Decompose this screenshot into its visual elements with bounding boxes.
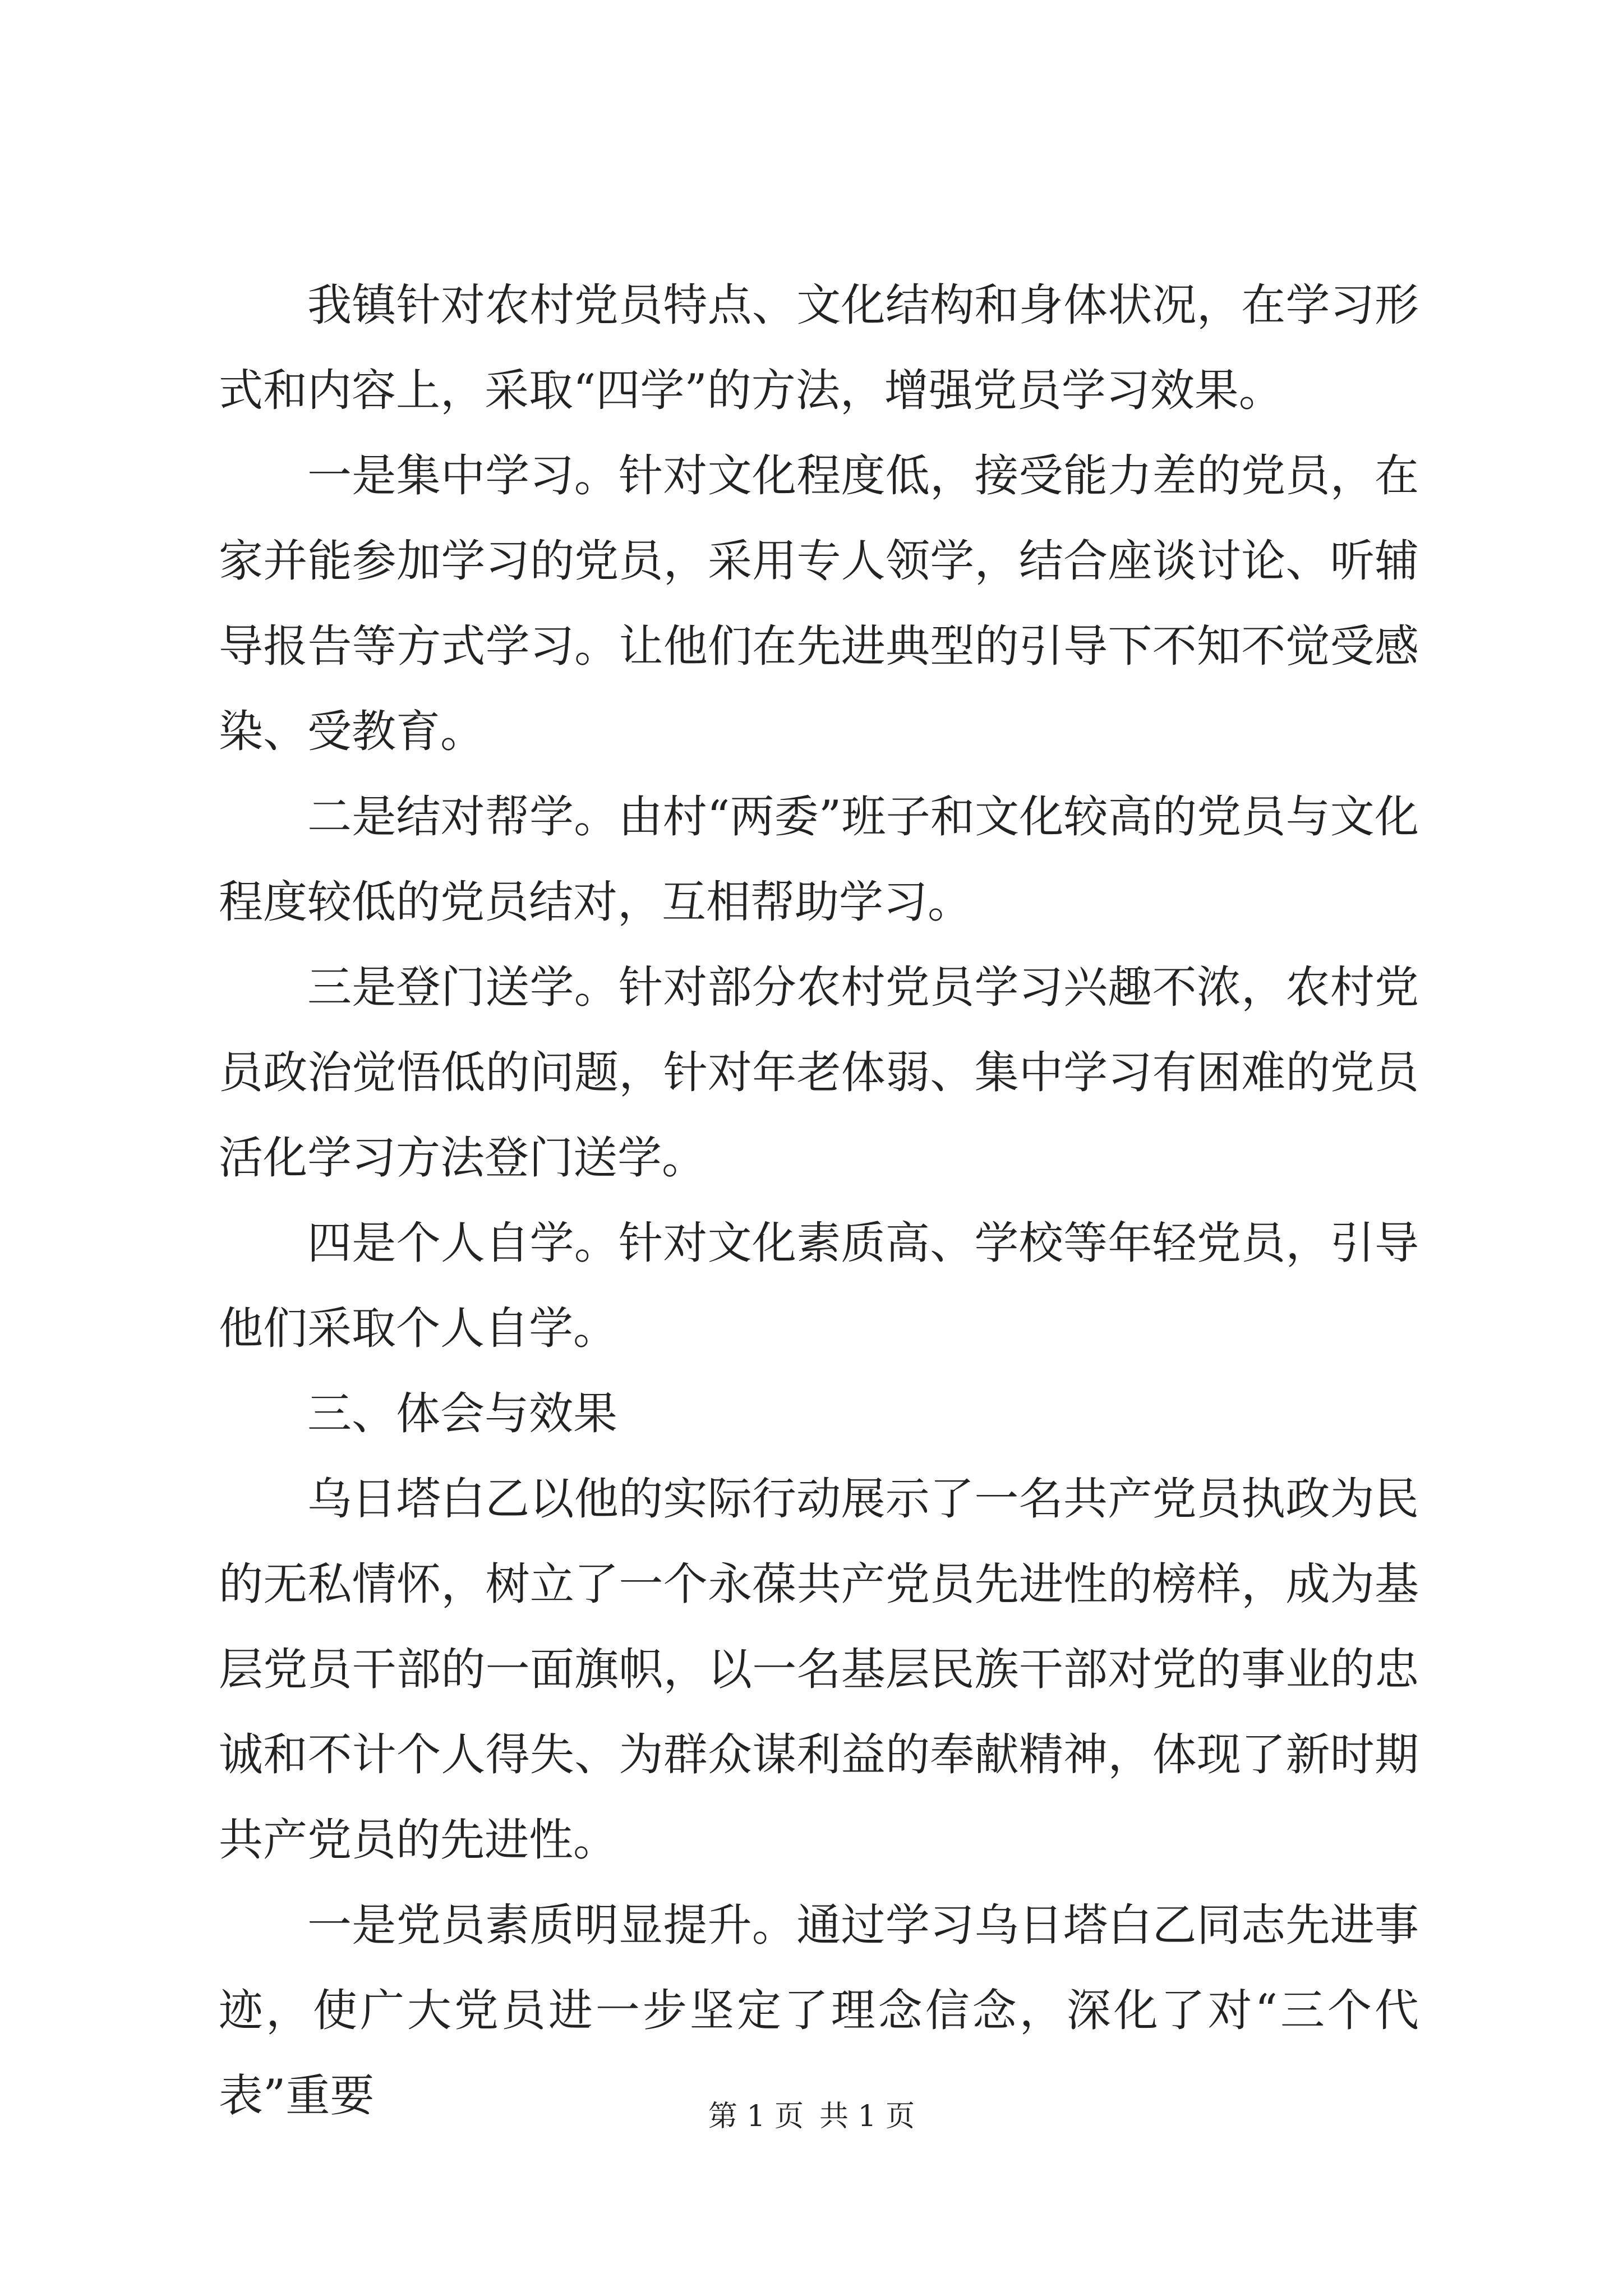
paragraph-intro: 我镇针对农村党员特点、文化结构和身体状况，在学习形式和内容上，采取“四学”的方法，增强党员学习效果。 [219, 279, 1419, 416]
paragraph-home-delivery-study: 三是登门送学。针对部分农村党员学习兴趣不浓，农村党员政治觉悟低的问题，针对年老体弱、集中学习有困难的党员活化学习方法登门送学。 [219, 961, 1419, 1184]
paragraph-self-study: 四是个人自学。针对文化素质高、学校等年轻党员，引导他们采取个人自学。 [219, 1217, 1419, 1354]
section-heading: 三、体会与效果 [307, 1388, 617, 1439]
page-number: 第 1 页 [708, 2100, 804, 2133]
paragraph-collective-study: 一是集中学习。针对文化程度低，接受能力差的党员，在家并能参加学习的党员，采用专人领学，结合座谈讨论、听辅导报告等方式学习。让他们在先进典型的引导下不知不觉受感染、受教育。 [219, 450, 1419, 757]
paragraph-quality-improvement: 一是党员素质明显提升。通过学习乌日塔白乙同志先进事迹，使广大党员进一步坚定了理念信念，深化了对“三个代表”重要 [219, 1899, 1419, 2122]
paragraph-paired-study: 二是结对帮学。由村“两委”班子和文化较高的党员与文化程度较低的党员结对，互相帮助学习。 [219, 791, 1419, 928]
paragraph-exemplar: 乌日塔白乙以他的实际行动展示了一名共产党员执政为民的无私情怀，树立了一个永葆共产党员先进性的榜样，成为基层党员干部的一面旗帜，以一名基层民族干部对党的事业的忠诚和不计个人得失、为群众谋利益的奉献精神，体现了新时期共产党员的先进性。 [219, 1473, 1419, 1866]
page-footer [0, 2092, 1623, 2134]
page-total: 共 1 页 [819, 2100, 915, 2133]
document-body [219, 263, 1419, 2138]
